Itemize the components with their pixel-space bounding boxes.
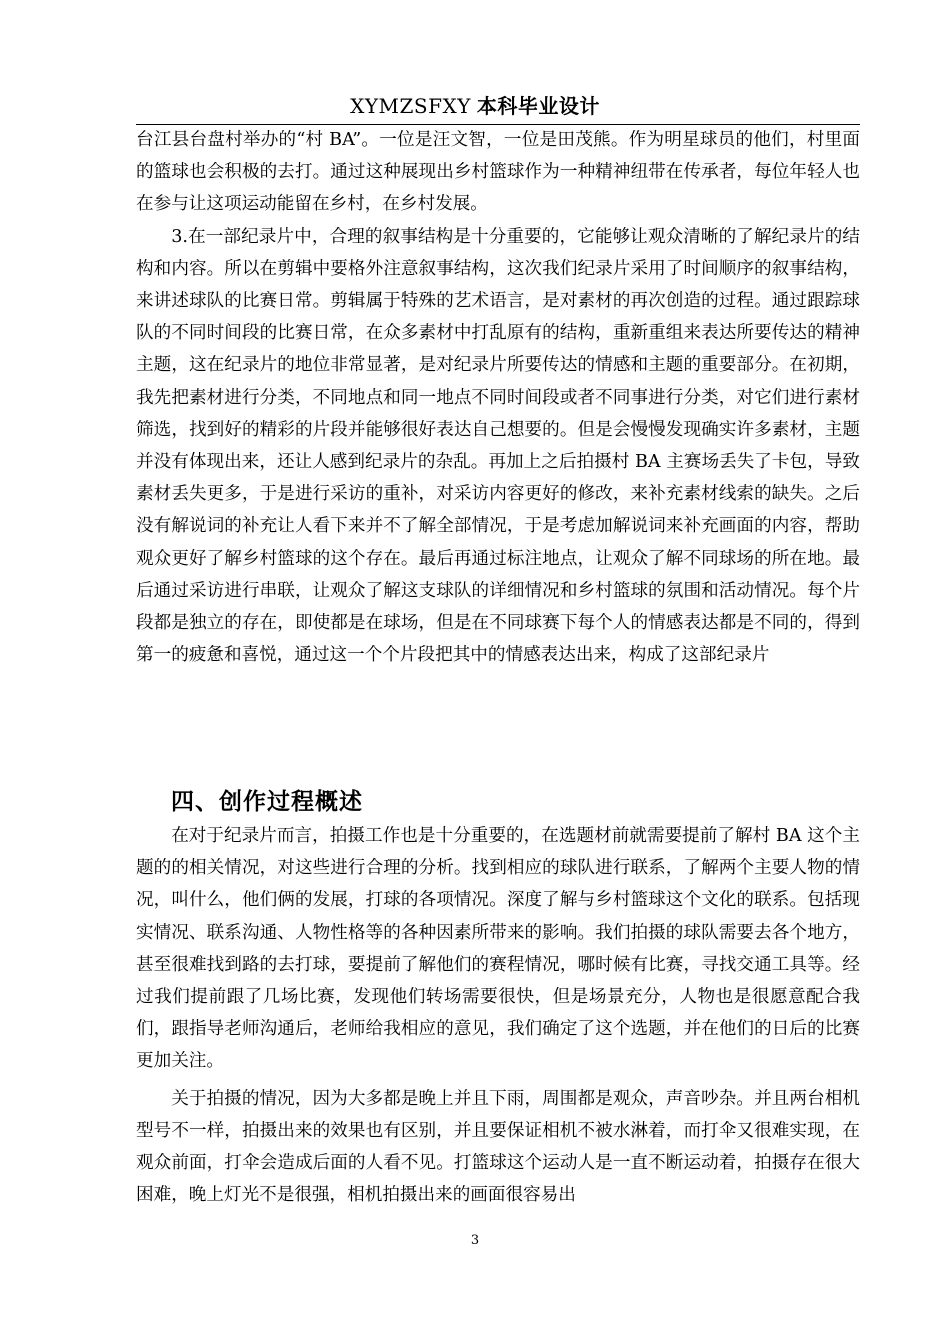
page-header	[0, 92, 950, 120]
header-title: 本科毕业设计	[476, 94, 600, 118]
section-continued	[136, 124, 860, 671]
paragraph-preparation: 在对于纪录片而言，拍摄工作也是十分重要的，在选题材前就需要提前了解村 BA 这个主题的的相关情况，对这些进行合理的分析。找到相应的球队进行联系，了解两个主要人物的情况，叫什么，他们俩的发展，打球的各项情况。深度了解与乡村篮球这个文化的联系。包括现实情况、联系沟通、人物性格等的各种因素所带来的影响。我们拍摄的球队需要去各个地方，甚至很难找到路的去打球，要提前了解他们的赛程情况，哪时候有比赛，寻找交通工具等。经过我们提前跟了几场比赛，发现他们转场需要很快，但是场景充分，人物也是很愿意配合我们，跟指导老师沟通后，老师给我相应的意见，我们确定了这个选题，并在他们的日后的比赛更加关注。	[136, 826, 860, 1072]
section-heading: 四、创作过程概述	[171, 789, 363, 815]
section-4-body	[136, 820, 860, 1216]
paragraph-narrative-structure: 3.在一部纪录片中，合理的叙事结构是十分重要的，它能够让观众清晰的了解纪录片的结构和内容。所以在剪辑中要格外注意叙事结构，这次我们纪录片采用了时间顺序的叙事结构，来讲述球队的比赛日常。剪辑属于特殊的艺术语言，是对素材的再次创造的过程。通过跟踪球队的不同时间段的比赛日常，在众多素材中打乱原有的结构，重新重组来表达所要传达的精神主题，这在纪录片的地位非常显著，是对纪录片所要传达的情感和主题的重要部分。在初期，我先把素材进行分类，不同地点和同一地点不同时间段或者不同事进行分类，对它们进行素材筛选，找到好的精彩的片段并能够很好表达自己想要的。但是会慢慢发现确实许多素材，主题并没有体现出来，还让人感到纪录片的杂乱。再加上之后拍摄村 BA 主赛场丢失了卡包，导致素材丢失更多，于是进行采访的重补，对采访内容更好的修改，来补充素材线索的缺失。之后没有解说词的补充让人看下来并不了解全部情况，于是考虑加解说词来补充画面的内容，帮助观众更好了解乡村篮球的这个存在。最后再通过标注地点，让观众了解不同球场的所在地。最后通过采访进行串联，让观众了解这支球队的详细情况和乡村篮球的氛围和活动情况。每个片段都是独立的存在，即使都是在球场，但是在不同球赛下每个人的情感表达都是不同的，得到第一的疲惫和喜悦，通过这一个个片段把其中的情感表达出来，构成了这部纪录片	[136, 226, 860, 666]
paragraph-shooting-conditions: 关于拍摄的情况，因为大多都是晚上并且下雨，周围都是观众，声音吵杂。并且两台相机型号不一样，拍摄出来的效果也有区别，并且要保证相机不被水淋着，而打伞又很难实现，在观众前面，打伞会造成后面的人看不见。打篮球这个运动人是一直不断运动着，拍摄存在很大困难，晚上灯光不是很强，相机拍摄出来的画面很容易出	[136, 1088, 860, 1206]
header-school-code: XYMZSFXY	[350, 94, 471, 118]
paragraph-continued: 台江县台盘村举办的“村 BA”。一位是汪文智，一位是田茂熊。作为明星球员的他们，村里面的篮球也会积极的去打。通过这种展现出乡村篮球作为一种精神纽带在传承者，每位年轻人也在参与让这项运动能留在乡村，在乡村发展。	[136, 130, 860, 215]
page-number: 3	[470, 1233, 480, 1248]
